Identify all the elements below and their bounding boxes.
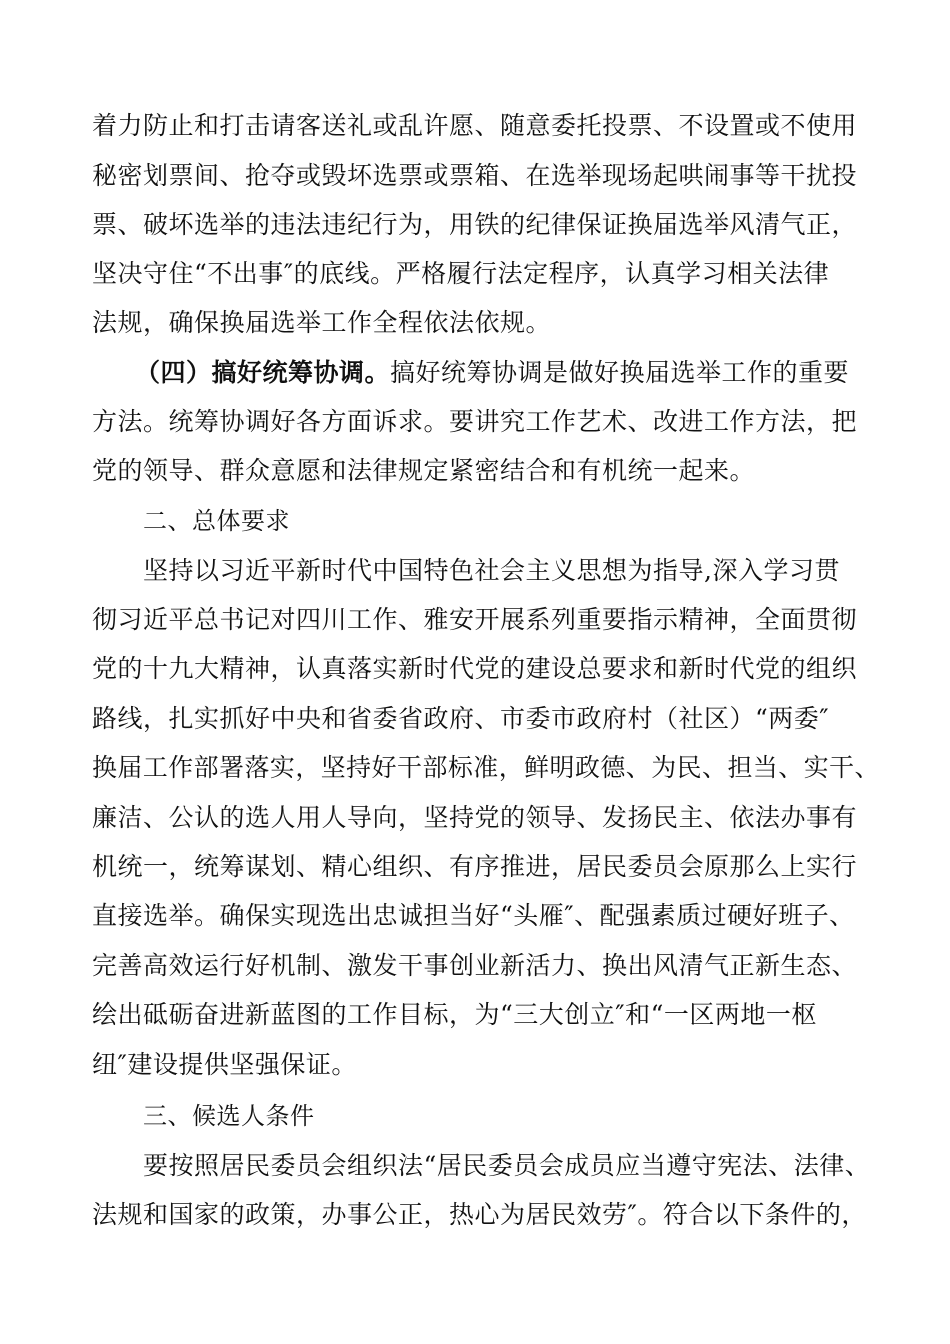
paragraph-line: 着力防止和打击请客送礼或乱许愿、随意委托投票、不设置或不使用 (92, 111, 858, 140)
paragraph-line: 路线，扎实抓好中央和省委省政府、市委市政府村（社区）“两委″ (92, 704, 830, 733)
paragraph-line (135, 358, 849, 388)
paragraph-line: 坚持以习近平新时代中国特色社会主义思想为指导,深入学习贯 (143, 556, 840, 585)
paragraph-line: 秘密划票间、抢夺或毁坏选票或票箱、在选举现场起哄闹事等干扰投 (92, 161, 858, 190)
paragraph-line: 要按照居民委员会组织法“居民委员会成员应当遵守宪法、法律、 (143, 1151, 871, 1180)
section-lead-bold: （四）搞好统筹协调。 (135, 358, 391, 387)
section-heading: 三、候选人条件 (143, 1102, 315, 1130)
paragraph-line: 坚决守住“不出事″的底线。严格履行法定程序，认真学习相关法律 (92, 259, 830, 288)
paragraph-line: 直接选举。确保实现选出忠诚担当好“头雁″、配强素质过硬好班子、 (92, 901, 855, 930)
paragraph-line: 方法。统筹协调好各方面诉求。要讲究工作艺术、改进工作方法，把 (92, 407, 858, 436)
paragraph-text: 搞好统筹协调是做好换届选举工作的重要 (390, 358, 850, 387)
paragraph-line: 绘出砥砺奋进新蓝图的工作目标，为“三大创立″和“一区两地一枢 (92, 1000, 817, 1029)
paragraph-line: 廉洁、公认的选人用人导向，坚持党的领导、发扬民主、依法办事有 (92, 803, 858, 832)
paragraph-line: 票、破坏选举的违法违纪行为，用铁的纪律保证换届选举风清气正， (92, 210, 858, 239)
paragraph-line: 党的十九大精神，认真落实新时代党的建设总要求和新时代党的组织 (92, 654, 858, 683)
paragraph-line: 换届工作部署落实，坚持好干部标准，鲜明政德、为民、担当、实干、 (92, 753, 880, 782)
paragraph-line: 法规和国家的政策，办事公正，热心为居民效劳″。符合以下条件的， (92, 1200, 867, 1229)
paragraph-line: 纽″建设提供坚强保证。 (92, 1050, 357, 1079)
section-heading: 二、总体要求 (143, 507, 290, 535)
paragraph-line: 完善高效运行好机制、激发干事创业新活力、换出风清气正新生态、 (92, 951, 858, 980)
paragraph-line: 彻习近平总书记对四川工作、雅安开展系列重要指示精神，全面贯彻 (92, 605, 858, 634)
paragraph-line: 机统一，统筹谋划、精心组织、有序推进，居民委员会原那么上实行 (92, 852, 858, 881)
paragraph-line: 党的领导、群众意愿和法律规定紧密结合和有机统一起来。 (92, 456, 756, 485)
paragraph-line: 法规，确保换届选举工作全程依法依规。 (92, 308, 552, 337)
